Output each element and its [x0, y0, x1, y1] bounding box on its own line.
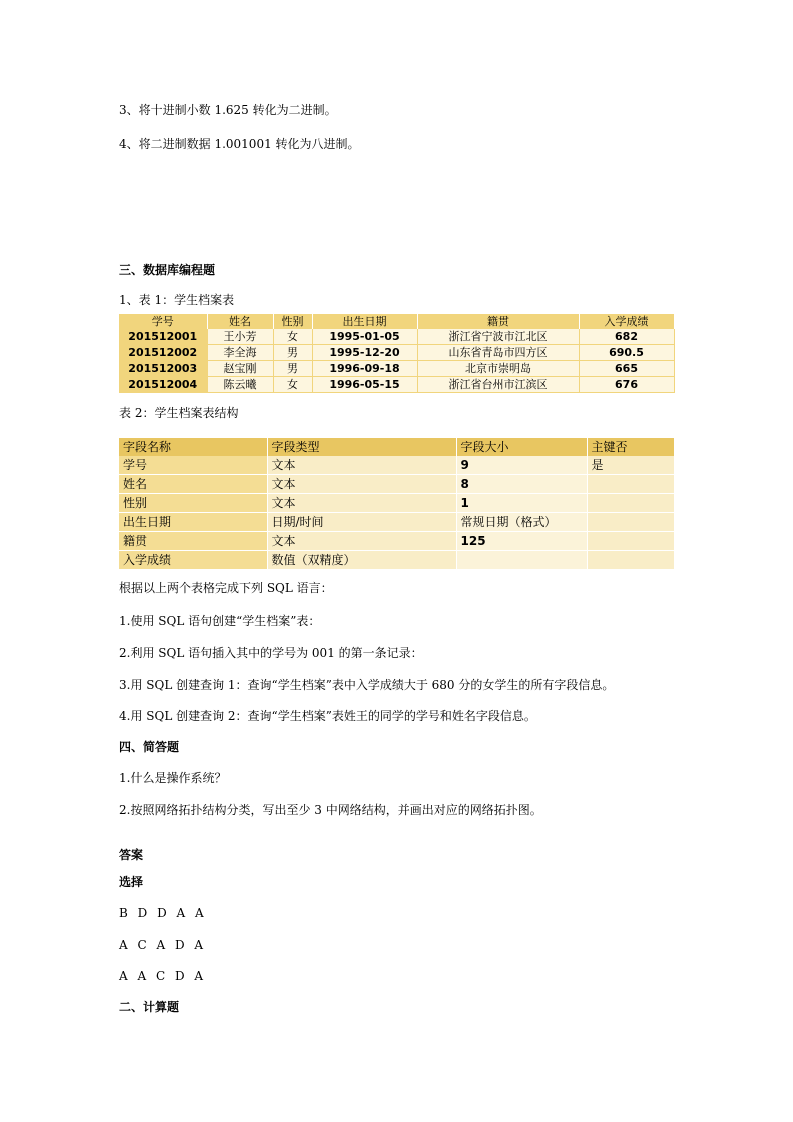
column-header: 字段类型 [267, 438, 456, 456]
cell-name: 王小芳 [207, 329, 273, 345]
cell-birthdate: 1996-05-15 [312, 377, 417, 393]
cell-field-type: 数值（双精度） [267, 551, 456, 570]
instructions: 根据以上两个表格完成下列 SQL 语言： [119, 581, 333, 595]
cell-field-type: 文本 [267, 532, 456, 551]
sql-question-2: 2.利用 SQL 语句插入其中的学号为 001 的第一条记录： [119, 646, 423, 660]
cell-hometown: 北京市崇明岛 [417, 361, 579, 377]
cell-gender: 女 [273, 377, 312, 393]
cell-birthdate: 1996-09-18 [312, 361, 417, 377]
table-row [119, 456, 674, 475]
short-question-2: 2.按照网络拓扑结构分类，写出至少 3 中网络结构，并画出对应的网络拓扑图。 [119, 803, 542, 817]
table-1-caption: 1、表 1：学生档案表 [119, 293, 235, 307]
cell-student-id: 201512004 [119, 377, 207, 393]
cell-primary-key: 是 [587, 456, 674, 475]
table-row [119, 513, 674, 532]
table-header-row [119, 314, 674, 329]
cell-hometown: 浙江省宁波市江北区 [417, 329, 579, 345]
cell-field-type: 文本 [267, 475, 456, 494]
cell-name: 赵宝刚 [207, 361, 273, 377]
answer-row-2: A C A D A [119, 938, 207, 952]
student-records-table [119, 314, 675, 393]
column-header: 性别 [273, 314, 312, 329]
sql-question-1: 1.使用 SQL 语句创建“学生档案”表： [119, 614, 321, 628]
cell-score: 682 [579, 329, 674, 345]
answer-row-3: A A C D A [119, 969, 207, 983]
cell-birthdate: 1995-12-20 [312, 345, 417, 361]
cell-primary-key [587, 475, 674, 494]
cell-field-size: 125 [456, 532, 587, 551]
sql-question-3: 3.用 SQL 创建查询 1：查询“学生档案”表中入学成绩大于 680 分的女学生的所有字段信息。 [119, 678, 615, 692]
cell-field-name: 出生日期 [119, 513, 267, 532]
cell-field-type: 文本 [267, 494, 456, 513]
cell-primary-key [587, 551, 674, 570]
cell-name: 李全海 [207, 345, 273, 361]
cell-gender: 男 [273, 345, 312, 361]
cell-score: 665 [579, 361, 674, 377]
table-2-caption: 表 2：学生档案表结构 [119, 406, 239, 420]
cell-field-size: 常规日期（格式） [456, 513, 587, 532]
column-header: 入学成绩 [579, 314, 674, 329]
question-3: 3、将十进制小数 1.625 转化为二进制。 [119, 103, 337, 117]
cell-field-size: 8 [456, 475, 587, 494]
column-header: 字段大小 [456, 438, 587, 456]
column-header: 主键否 [587, 438, 674, 456]
cell-field-size: 1 [456, 494, 587, 513]
cell-field-name: 姓名 [119, 475, 267, 494]
table-structure-table [119, 438, 675, 570]
cell-gender: 女 [273, 329, 312, 345]
column-header: 姓名 [207, 314, 273, 329]
cell-hometown: 浙江省台州市江滨区 [417, 377, 579, 393]
cell-primary-key [587, 494, 674, 513]
table-row [119, 551, 674, 570]
cell-field-name: 入学成绩 [119, 551, 267, 570]
calc-section-title: 二、计算题 [119, 1000, 180, 1014]
cell-gender: 男 [273, 361, 312, 377]
column-header: 出生日期 [312, 314, 417, 329]
table-row [119, 532, 674, 551]
answer-row-1: B D D A A [119, 906, 207, 920]
question-4: 4、将二进制数据 1.001001 转化为八进制。 [119, 137, 360, 151]
short-question-1: 1.什么是操作系统？ [119, 771, 227, 785]
column-header: 字段名称 [119, 438, 267, 456]
cell-score: 690.5 [579, 345, 674, 361]
cell-birthdate: 1995-01-05 [312, 329, 417, 345]
cell-field-name: 学号 [119, 456, 267, 475]
cell-hometown: 山东省青岛市四方区 [417, 345, 579, 361]
cell-field-type: 日期/时间 [267, 513, 456, 532]
table-row [119, 494, 674, 513]
cell-field-name: 籍贯 [119, 532, 267, 551]
table-row [119, 329, 674, 345]
answers-title: 答案 [119, 848, 144, 862]
section-3-title: 三、数据库编程题 [119, 263, 216, 277]
column-header: 籍贯 [417, 314, 579, 329]
cell-student-id: 201512001 [119, 329, 207, 345]
cell-primary-key [587, 532, 674, 551]
table-row [119, 377, 674, 393]
cell-name: 陈云曦 [207, 377, 273, 393]
cell-score: 676 [579, 377, 674, 393]
section-4-title: 四、简答题 [119, 740, 180, 754]
cell-field-size [456, 551, 587, 570]
cell-field-name: 性别 [119, 494, 267, 513]
sql-question-4: 4.用 SQL 创建查询 2：查询“学生档案”表姓王的同学的学号和姓名字段信息。 [119, 709, 536, 723]
table-header-row [119, 438, 674, 456]
column-header: 学号 [119, 314, 207, 329]
table-row [119, 345, 674, 361]
table-row [119, 361, 674, 377]
choice-title: 选择 [119, 875, 144, 889]
table-row [119, 475, 674, 494]
cell-field-size: 9 [456, 456, 587, 475]
cell-primary-key [587, 513, 674, 532]
cell-student-id: 201512002 [119, 345, 207, 361]
cell-student-id: 201512003 [119, 361, 207, 377]
cell-field-type: 文本 [267, 456, 456, 475]
